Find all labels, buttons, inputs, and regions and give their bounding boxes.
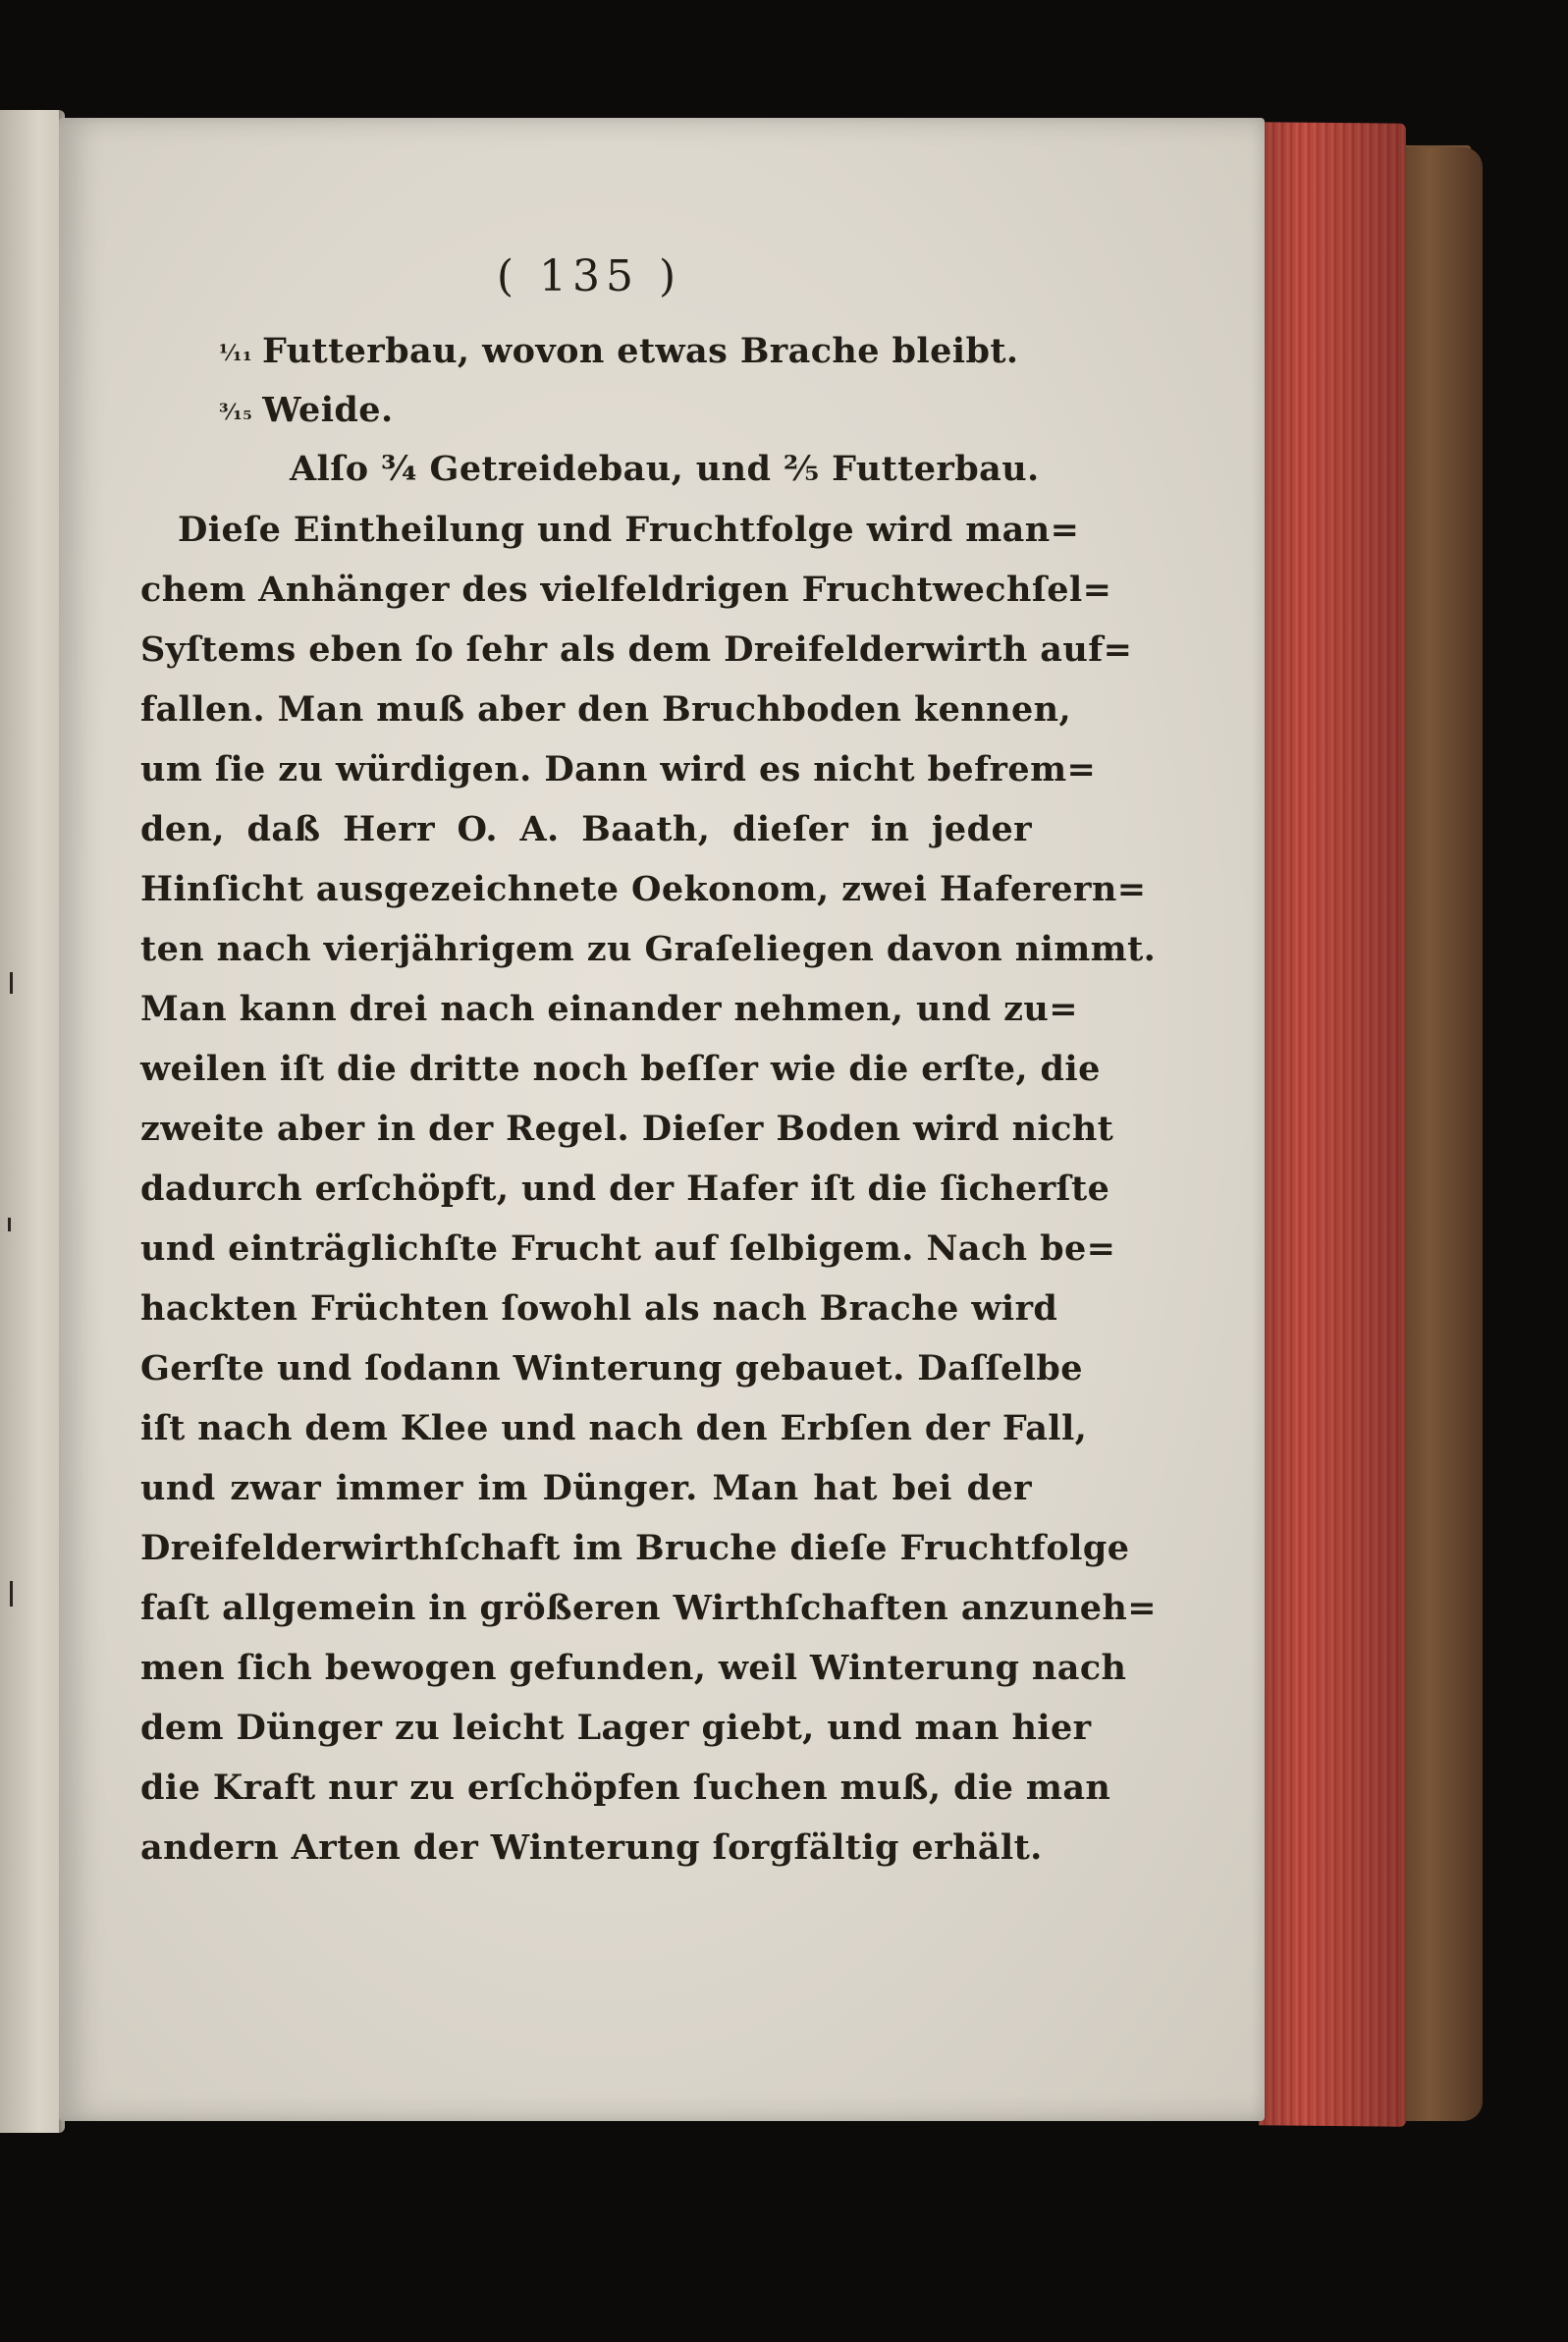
- text-line-17: hackten Früchten ſowohl als nach Brache wird: [140, 1288, 1058, 1329]
- text-line-13: weilen iſt die dritte noch beſſer wie die erſte, die: [140, 1049, 1101, 1089]
- fraction-mark: ³⁄₁₅: [219, 399, 253, 425]
- text-line-22: faſt allgemein in größeren Wirthſchaften anzuneh=: [140, 1588, 1157, 1628]
- text-line-2: [219, 385, 394, 436]
- text-line-7: fallen. Man muß aber den Bruchboden kennen,: [140, 689, 1072, 730]
- text-line-14: zweite aber in der Regel. Dieſer Boden wird nicht: [140, 1109, 1114, 1149]
- text-line-24: dem Dünger zu leicht Lager giebt, und man hier: [140, 1708, 1092, 1748]
- text-line-21: Dreifelderwirthſchaft im Bruche dieſe Fruchtfolge: [140, 1528, 1130, 1568]
- text-line-20: und zwar immer im Dünger. Man hat bei der: [140, 1468, 1032, 1508]
- previous-page-edge: [0, 110, 65, 2133]
- text-line-4: Dieſe Eintheilung und Fruchtfolge wird man=: [178, 510, 1080, 550]
- text-line-11: ten nach vierjährigem zu Graſeliegen davon nimmt.: [140, 929, 1157, 969]
- text-line-23: men ſich bewogen gefunden, weil Winterung nach: [140, 1648, 1127, 1688]
- text-line-8: um ſie zu würdigen. Dann wird es nicht befrem=: [140, 749, 1097, 790]
- speck: [10, 1581, 13, 1607]
- fraction-mark: ⅟₁₁: [219, 340, 253, 366]
- text-line-5: chem Anhänger des vielfeldrigen Fruchtwechſel=: [140, 570, 1112, 610]
- text-line-3: Alſo ¾ Getreidebau, und ⅖ Futterbau.: [290, 449, 1040, 489]
- page-block-edge: [1259, 122, 1406, 2127]
- text-line-25: die Kraft nur zu erſchöpfen ſuchen muß, die man: [140, 1768, 1111, 1808]
- text-line-15: dadurch erſchöpft, und der Hafer iſt die ſicherſte: [140, 1169, 1110, 1209]
- text-line-9: den, daß Herr O. A. Baath, dieſer in jeder: [140, 809, 1032, 849]
- text-line-16: und einträglichſte Frucht auf ſelbigem. Nach be=: [140, 1228, 1116, 1269]
- text-line-19: iſt nach dem Klee und nach den Erbſen der Fall,: [140, 1408, 1088, 1448]
- text-line-18: Gerſte und ſodann Winterung gebauet. Daſſelbe: [140, 1348, 1083, 1389]
- text-line-12: Man kann drei nach einander nehmen, und zu=: [140, 989, 1078, 1029]
- line-text: Futterbau, wovon etwas Brache bleibt.: [262, 331, 1019, 371]
- speck: [10, 972, 13, 994]
- speck: [8, 1218, 11, 1231]
- page-number: ( 135 ): [496, 251, 682, 301]
- line-text: Weide.: [262, 390, 394, 430]
- text-line-26: andern Arten der Winterung ſorgfältig erhält.: [140, 1827, 1043, 1868]
- text-line-6: Syſtems eben ſo ſehr als dem Dreifelderwirth auf=: [140, 629, 1133, 670]
- text-line-1: [219, 326, 1019, 377]
- text-line-10: Hinſicht ausgezeichnete Oekonom, zwei Haferern=: [140, 869, 1147, 909]
- book-cover-spine: [1394, 147, 1483, 2121]
